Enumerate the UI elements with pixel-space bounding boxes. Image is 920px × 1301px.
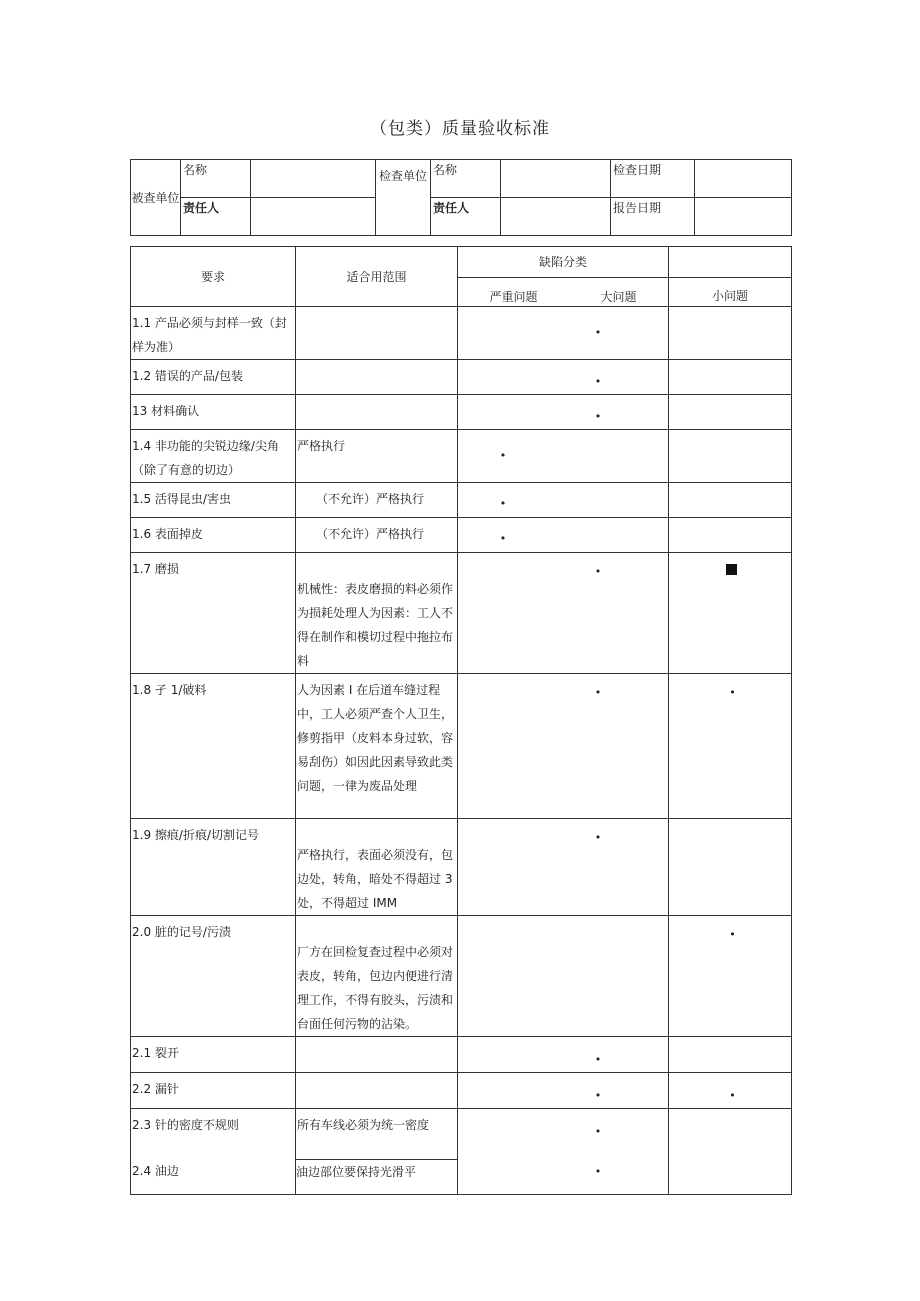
minor-mark-square (669, 553, 792, 674)
critical-mark: • (458, 518, 669, 553)
inspection-info-table (130, 159, 792, 236)
table-row-scope (296, 1073, 458, 1109)
minor-mark: • (669, 1073, 792, 1109)
table-row-requirement: 1.6 表面掉皮 (131, 518, 296, 553)
name-label: 名称 (181, 160, 251, 198)
table-row-scope: 厂方在回检复查过程中必须对表皮，转角，包边内便进行清理工作，不得有胶头，污渍和台面任何污物的沾染。 (296, 916, 458, 1037)
table-row-group (131, 1109, 296, 1195)
major-mark: • (594, 1165, 602, 1178)
table-row-scope: 所有车线必须为统一密度 (297, 1118, 430, 1132)
table-row-requirement: 2.4 油边 (132, 1164, 179, 1178)
table-row-scope (296, 360, 458, 395)
table-row-requirement: 2.1 裂开 (131, 1037, 296, 1073)
table-row-scope (296, 307, 458, 360)
major-mark: • (458, 395, 669, 430)
table-row-scope: 严格执行 (296, 430, 458, 483)
table-row-requirement: 2.2 漏针 (131, 1073, 296, 1109)
table-row-requirement: 1.2 错误的产品/包装 (131, 360, 296, 395)
report-date-label: 报告日期 (611, 198, 695, 236)
report-date-field[interactable] (695, 198, 792, 236)
inspected-unit-name-field[interactable] (251, 160, 376, 198)
table-row-requirement: 2.3 针的密度不规则 (132, 1118, 239, 1132)
inspecting-unit-label: 检查单位 (376, 160, 431, 236)
inspect-date-field[interactable] (695, 160, 792, 198)
table-row-requirement: 1.8 孑 1/破料 (131, 674, 296, 819)
table-row-requirement: 1.5 活得昆虫/害虫 (131, 483, 296, 518)
table-row-marks (458, 1109, 669, 1195)
page-title: （包类）质量验收标准 (370, 119, 550, 139)
inspected-unit-label: 被查单位 (131, 160, 181, 236)
inspecting-responsible-field[interactable] (501, 198, 611, 236)
table-row-requirement: 1.7 磨损 (131, 553, 296, 674)
header-requirement: 要求 (131, 247, 296, 307)
inspected-responsible-field[interactable] (251, 198, 376, 236)
table-row-requirement: 2.0 脏的记号/污渍 (131, 916, 296, 1037)
table-row-requirement: 1.9 擦痕/折痕/切割记号 (131, 819, 296, 916)
inspect-date-label: 检查日期 (611, 160, 695, 198)
minor-mark: • (669, 674, 792, 819)
table-row-scope: （不允许）严格执行 (296, 483, 458, 518)
table-row-requirement: 1.4 非功能的尖锐边缘/尖角（除了有意的切边） (131, 430, 296, 483)
table-row-scope: 人为因素 I 在后道车缝过程中，工人必须严查个人卫生，修剪指甲（皮料本身过软，容易刮伤）如因此因素导致此类问题，一律为废品处理 (296, 674, 458, 819)
header-severity-split (458, 278, 669, 307)
major-mark: • (458, 819, 669, 916)
header-scope: 适合用范围 (296, 247, 458, 307)
header-critical: 严重问题 (489, 290, 538, 304)
table-row-scope (296, 395, 458, 430)
inspecting-unit-name-field[interactable] (501, 160, 611, 198)
responsible-label: 责任人 (181, 198, 251, 236)
table-row-scope: 机械性：表皮磨损的料必须作为损耗处理人为因素：工人不得在制作和模切过程中拖拉布料 (296, 553, 458, 674)
minor-mark: • (669, 916, 792, 1037)
responsible-label-2: 责任人 (431, 198, 501, 236)
table-row-scope: 油边部位要保持光滑平 (296, 1159, 457, 1184)
critical-mark: • (458, 430, 669, 483)
header-defect-class: 缺陷分类 (458, 247, 669, 278)
table-row-requirement: 13 材料确认 (131, 395, 296, 430)
defect-criteria-table (130, 246, 792, 1195)
table-row-requirement: 1.1 产品必须与封样一致（封样为准） (131, 307, 296, 360)
major-mark: • (458, 674, 669, 819)
major-mark: • (594, 1125, 602, 1138)
table-row-scope: 严格执行，表面必须没有，包边处，转角，暗处不得超过 3 处，不得超过 IMM (296, 819, 458, 916)
major-mark: • (458, 553, 669, 674)
header-minor: 小问题 (669, 278, 792, 307)
major-mark: • (458, 1073, 669, 1109)
major-mark: • (458, 307, 669, 360)
header-major: 大问题 (600, 290, 637, 304)
name-label-2: 名称 (431, 160, 501, 198)
table-row-scope (296, 1037, 458, 1073)
major-mark: • (458, 1037, 669, 1073)
critical-mark: • (458, 483, 669, 518)
table-row-scope-group (296, 1109, 458, 1195)
table-row-scope: （不允许）严格执行 (296, 518, 458, 553)
major-mark: • (458, 360, 669, 395)
